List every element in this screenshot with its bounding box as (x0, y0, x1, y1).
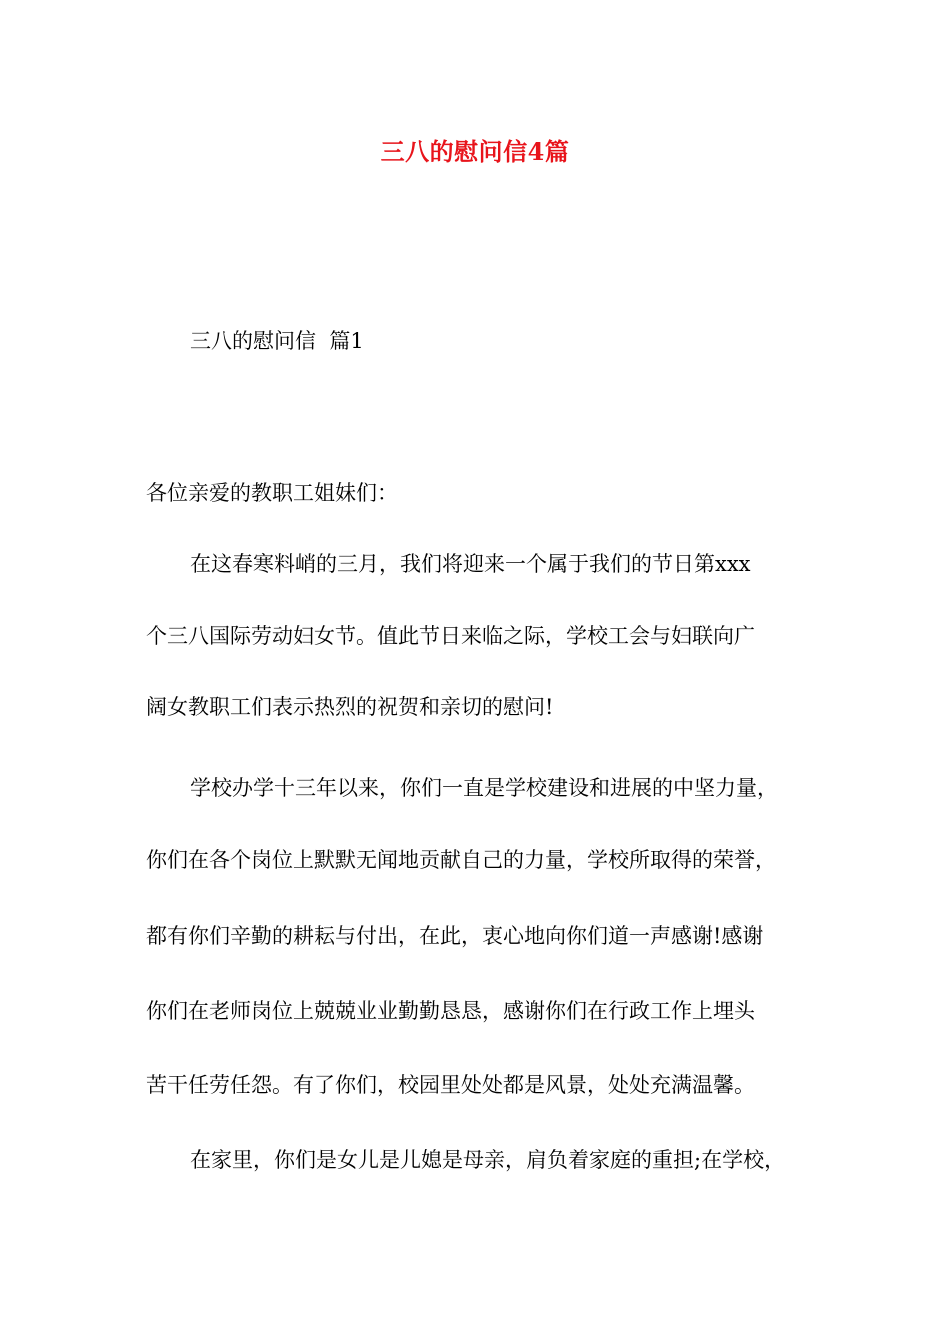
paragraph-line: 都有你们辛勤的耕耘与付出，在此，衷心地向你们道一声感谢!感谢 (146, 924, 764, 948)
paragraph-line: 你们在各个岗位上默默无闻地贡献自己的力量，学校所取得的荣誉， (146, 848, 776, 872)
paragraph-line: 在这春寒料峭的三月，我们将迎来一个属于我们的节日第xxx (190, 552, 751, 576)
paragraph-line: 学校办学十三年以来，你们一直是学校建设和进展的中坚力量， (190, 776, 778, 800)
paragraph-line: 在家里，你们是女儿是儿媳是母亲，肩负着家庭的重担;在学校， (190, 1148, 786, 1172)
paragraph-line: 苦干任劳任怨。有了你们，校园里处处都是风景，处处充满温馨。 (146, 1073, 755, 1097)
paragraph-line: 你们在老师岗位上兢兢业业勤勤恳恳，感谢你们在行政工作上埋头 (146, 999, 755, 1023)
paragraph-line: 个三八国际劳动妇女节。值此节日来临之际，学校工会与妇联向广 (146, 624, 755, 648)
paragraph-line: 阔女教职工们表示热烈的祝贺和亲切的慰问! (146, 695, 554, 719)
salutation: 各位亲爱的教职工姐妹们： (146, 481, 398, 505)
section-heading: 三八的慰问信 篇1 (190, 329, 364, 353)
document-title: 三八的慰问信4篇 (380, 137, 570, 166)
